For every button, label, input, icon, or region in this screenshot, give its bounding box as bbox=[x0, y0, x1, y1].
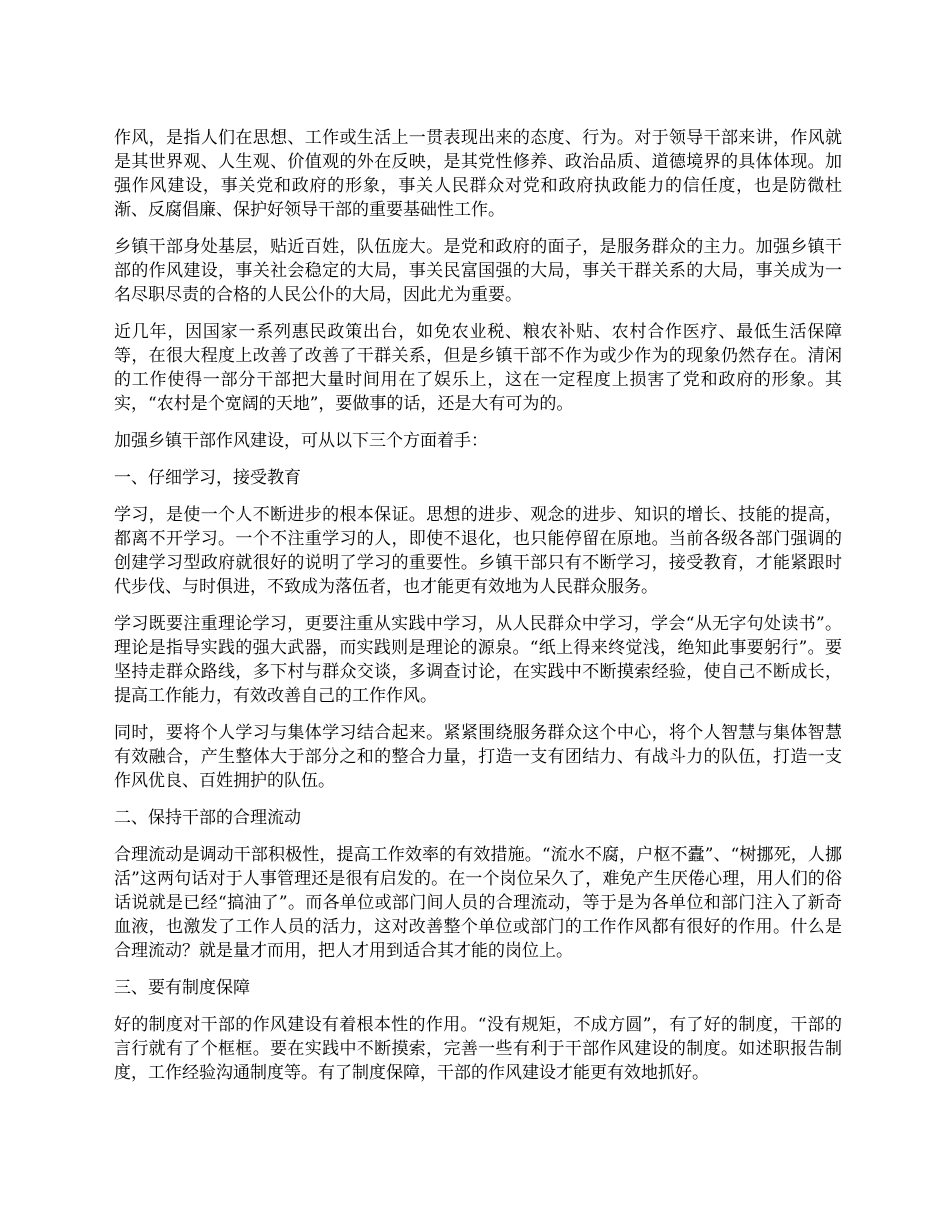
paragraph-study-practice: 学习既要注重理论学习，更要注重从实践中学习，从人民群众中学习，学会“从无字句处读书”。理论是指导实践的强大武器，而实践则是理论的源泉。“纸上得来终觉浅，绝知此事要躬行”。要坚持走群众路线，多下村与群众交谈，多调查讨论，在实践中不断摸索经验，使自己不断成长，提高工作能力，有效改善自己的工作作风。 bbox=[114, 614, 842, 706]
paragraph-township-cadres: 乡镇干部身处基层，贴近百姓，队伍庞大。是党和政府的面子，是服务群众的主力。加强乡镇干部的作风建设，事关社会稳定的大局，事关民富国强的大局，事关干群关系的大局，事关成为一名尽职尽责的合格的人民公仆的大局，因此尤为重要。 bbox=[114, 237, 842, 305]
paragraph-recent-years: 近几年，因国家一系列惠民政策出台，如免农业税、粮农补贴、农村合作医疗、最低生活保障等，在很大程度上改善了改善了干群关系，但是乡镇干部不作为或少作为的现象仍然存在。清闲的工作使得一部分干部把大量时间用在了娱乐上，这在一定程度上损害了党和政府的形象。其实，“农村是个宽阔的天地”，要做事的话，还是大有可为的。 bbox=[114, 322, 842, 414]
document-body bbox=[114, 126, 842, 1098]
paragraph-intro: 作风，是指人们在思想、工作或生活上一贯表现出来的态度、行为。对于领导干部来讲，作风就是其世界观、人生观、价值观的外在反映，是其党性修养、政治品质、道德境界的具体体现。加强作风建设，事关党和政府的形象，事关人民群众对党和政府执政能力的信任度，也是防微杜渐、反腐倡廉、保护好领导干部的重要基础性工作。 bbox=[114, 128, 842, 220]
paragraph-three-aspects: 加强乡镇干部作风建设，可从以下三个方面着手： bbox=[114, 431, 488, 451]
section-heading-rotation: 二、保持干部的合理流动 bbox=[114, 808, 301, 828]
paragraph-study-collective: 同时，要将个人学习与集体学习结合起来。紧紧围绕服务群众这个中心，将个人智慧与集体智慧有效融合，产生整体大于部分之和的整合力量，打造一支有团结力、有战斗力的队伍，打造一支作风优良、百姓拥护的队伍。 bbox=[114, 723, 842, 791]
paragraph-study-importance: 学习，是使一个人不断进步的根本保证。思想的进步、观念的进步、知识的增长、技能的提高，都离不开学习。一个不注重学习的人，即使不退化，也只能停留在原地。当前各级各部门强调的创建学习型政府就很好的说明了学习的重要性。乡镇干部只有不断学习，接受教育，才能紧跟时代步伐、与时俱进，不致成为落伍者，也才能更有效地为人民群众服务。 bbox=[114, 505, 842, 597]
paragraph-rotation: 合理流动是调动干部积极性，提高工作效率的有效措施。“流水不腐，户枢不蠹”、“树挪死，人挪活”这两句话对于人事管理还是很有启发的。在一个岗位呆久了，难免产生厌倦心理，用人们的俗话说就是已经“搞油了”。而各单位或部门间人员的合理流动，等于是为各单位和部门注入了新奇血液，也激发了工作人员的活力，这对改善整个单位或部门的工作作风都有很好的作用。什么是合理流动？就是量才而用，把人才用到适合其才能的岗位上。 bbox=[114, 845, 842, 961]
paragraph-system: 好的制度对干部的作风建设有着根本性的作用。“没有规矩，不成方圆”，有了好的制度，干部的言行就有了个框框。要在实践中不断摸索，完善一些有利于干部作风建设的制度。如述职报告制度，工作经验沟通制度等。有了制度保障，干部的作风建设才能更有效地抓好。 bbox=[114, 1015, 842, 1083]
section-heading-study: 一、仔细学习，接受教育 bbox=[114, 468, 301, 488]
section-heading-system: 三、要有制度保障 bbox=[114, 978, 250, 998]
